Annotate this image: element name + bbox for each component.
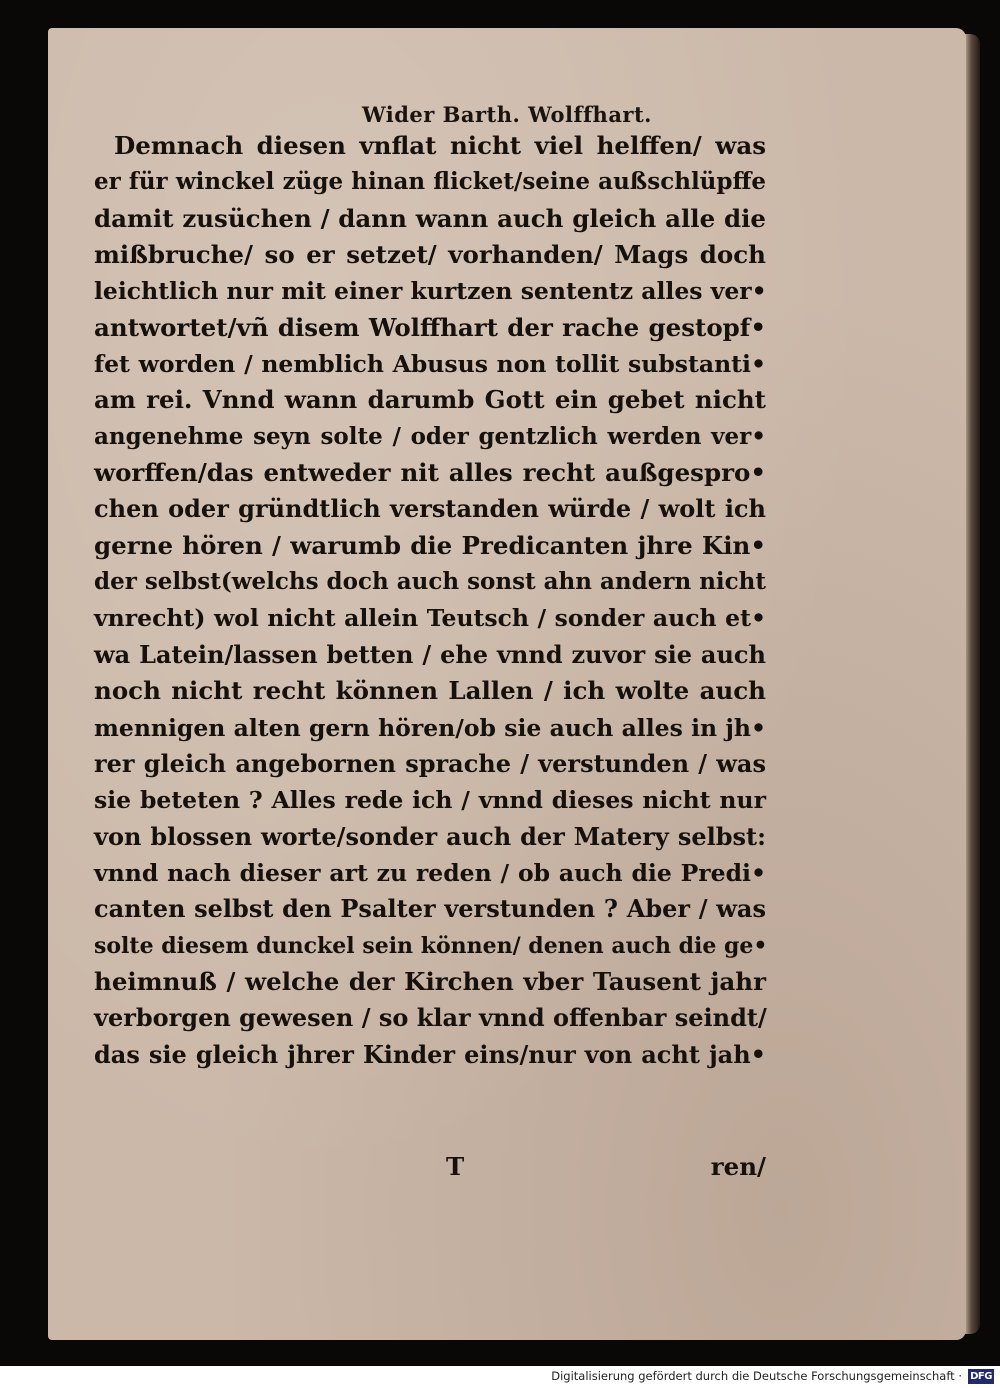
text-line: solte diesem dunckel sein können/ denen auch die ge•: [94, 932, 768, 959]
text-line: heimnuß / welche der Kirchen vber Tausent jahr: [94, 966, 766, 996]
text-line: noch nicht recht können Lallen / ich wolte auch: [94, 676, 766, 706]
text-line: canten selbst den Psalter verstunden ? Aber / was: [94, 894, 766, 924]
text-line: verborgen gewesen / so klar vnnd offenbar seindt/: [94, 1003, 767, 1033]
page-foot: [94, 1149, 766, 1185]
catchword: ren/: [710, 1152, 766, 1181]
footer-strip: [0, 1366, 1000, 1388]
signature-mark: T: [446, 1152, 465, 1181]
text-line: rer gleich angebornen sprache / verstunden / was: [94, 748, 766, 778]
text-line: damit zusüchen / dann wann auch gleich alle die: [94, 203, 766, 233]
text-line: worffen/das entweder nit alles recht außgespro•: [94, 458, 766, 488]
text-line: wa Latein/lassen betten / ehe vnnd zuvor sie auch: [94, 639, 766, 669]
text-line: der selbst(welchs doch auch sonst ahn andern nicht: [94, 568, 767, 596]
funding-credit: Digitalisierung gefördert durch die Deutsche Forschungsgemeinschaft ·: [551, 1369, 962, 1383]
text-line: mennigen alten gern hören/ob sie auch alles in jh•: [94, 713, 766, 742]
running-head: Wider Barth. Wolffhart.: [362, 102, 652, 127]
text-line: sie beteten ? Alles rede ich / vnnd dieses nicht nur: [94, 786, 766, 815]
text-line: fet worden / nemblich Abusus non tollit substanti•: [94, 350, 766, 379]
text-line: leichtlich nur mit einer kurtzen sententz alles ver•: [94, 277, 767, 306]
text-line: er für winckel züge hinan flicket/seine außschlüpffe: [94, 168, 766, 196]
text-line: am rei. Vnnd wann darumb Gott ein gebet nicht: [94, 385, 766, 415]
dfg-logo: DFG: [968, 1369, 994, 1384]
text-line: vnnd nach dieser art zu reden / ob auch die Predi•: [94, 858, 766, 887]
text-line: vnrecht) wol nicht allein Teutsch / sonder auch et•: [94, 604, 766, 633]
text-line: angenehme seyn solte / oder gentzlich werden ver•: [94, 422, 766, 450]
text-line: Demnach diesen vnflat nicht viel helffen/ was: [114, 131, 766, 160]
text-line: mißbruche/ so er setzet/ vorhanden/ Mags doch: [94, 240, 766, 270]
body-text: [94, 128, 766, 1073]
text-line: chen oder gründtlich verstanden würde / wolt ich: [94, 494, 766, 524]
book-page: [48, 28, 966, 1340]
text-line: antwortet/vñ disem Wolffhart der rache gestopf•: [94, 312, 766, 342]
text-line: das sie gleich jhrer Kinder eins/nur von acht jah•: [94, 1039, 766, 1069]
text-line: von blossen worte/sonder auch der Matery selbst:: [94, 821, 766, 851]
text-line: gerne hören / warumb die Predicanten jhre Kin•: [94, 530, 766, 560]
